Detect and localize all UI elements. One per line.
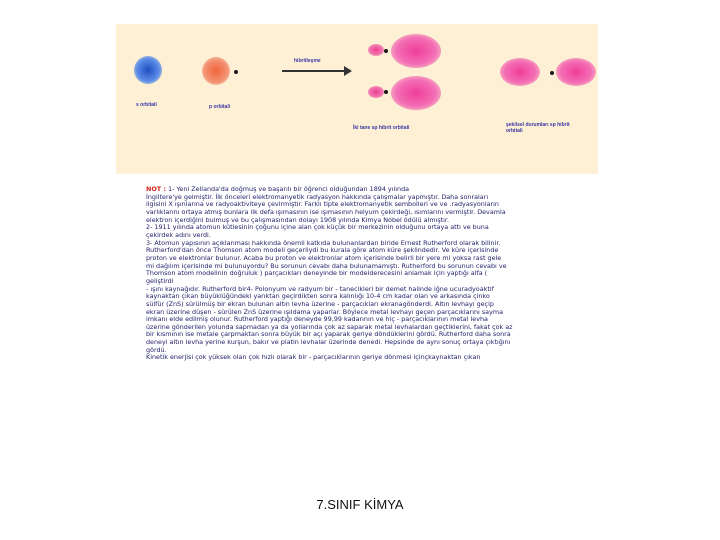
notes-line: bir kısmının ise metale çarpmaktan sonra büyük bir açı yaparak geriye döndüklerini gördü. Rutherford daha sonra <box>146 330 511 339</box>
notes-line: mi dağılım içerisinde mi bulunuyordu? Bu sorunun cevabı daha bulunamamıştı. Rutherford bu sorunun cevabı ve <box>146 261 507 270</box>
notes-line: 2- 1911 yılında atomun kütlesinin çoğunu içine alan çok küçük bir merkezinin olduğunu ortaya attı ve buna <box>146 223 489 232</box>
notes-line: çekirdek adını verdi. <box>146 230 211 239</box>
sp-hybrid-nucleus-top <box>384 49 388 53</box>
notes-line: ekran üzerine düşen - sürülen ZnS üzerine ışıldama yaparlar. Böylece metal levhayı geçen parçacıklarını sayma <box>146 307 504 316</box>
notes-line: üzerine gönderilen yolunda sapmadan ya da yollarında çok az saparak metal levhalardan geçtiklerini, fakat çok az <box>146 322 513 331</box>
sp-combined-right-lobe <box>556 58 596 86</box>
sp-hybrid-large-lobe-top <box>391 34 441 68</box>
hybridization-arrow <box>282 70 346 72</box>
notes-line: ilgisini X ışınlarına ve radyoaktiviteye çevirmiştir. Farklı tipte elektromanyetik sembolleri ve ve .radyasyonların <box>146 200 499 209</box>
sp-hybrid-nucleus-bottom <box>384 90 388 94</box>
p-orbital-lobe <box>202 57 230 85</box>
notes-line: gördü. <box>146 345 167 354</box>
notes-line: 3- Atomun yapısının açıklanması hakkında önemli katkıda bulunanlardan biride Ernest Rutherford olarak bilinir. <box>146 238 501 247</box>
notes-line: İngiltere'ye gelmiştir. İlk önceleri elektromanyetik radyasyon hakkında çalışmalar yapmıştır. Daha sonraları <box>146 192 489 201</box>
notes-line: NOT : 1- Yeni Zellanda'da doğmuş ve başarılı bir öğrenci olduğundan 1894 yılında <box>146 185 410 193</box>
arrow-head-icon <box>344 66 352 76</box>
notes-line: kaynaktan çıkan büyüklüğündeki yarıktan geçirdikten sonra kalınlığı 10-4 cm kadar olan ve arkasında çinko <box>146 292 490 301</box>
p-orbital-nucleus <box>234 70 238 74</box>
notes-line: deneyi altın levha yerine kurşun, bakır ve platin levhalar üzerinde denedi. Hepsinde de aynı sonuç ortaya çıktığını <box>146 338 511 347</box>
notes-line: elektron içerdiğini bulmuş ve bu çalışmasından dolayı 1908 yılında Kimya Nobel ödülü almıştır. <box>146 215 450 224</box>
sp-hybrid-large-lobe-bottom <box>391 76 441 110</box>
notes-line: Kinetik enerjisi çok yüksek olan çok hızlı olarak bir - parçacıklarının geriye dönmesi içinçkaynaktan çıkan <box>146 353 481 362</box>
sp-combined-nucleus <box>550 71 554 75</box>
notes-line: geliştirdi <box>146 276 174 285</box>
combined-sp-label: şekilsel durumları sp hibrit orbitali <box>506 122 570 134</box>
notes-line: proton ve elektronlar bulunur. Acaba bu proton ve elektronlar atom içerisinde belirli bir yere mi yoksa rast gele <box>146 253 502 262</box>
sp-hybrid-small-lobe-bottom <box>368 86 384 98</box>
notes-line: sülfür (ZnS) sürülmüş bir ekran bulunan altın levha üzerine - parçacıkları ekranagönderdi. Altın levhayı geçip <box>146 299 494 308</box>
p-orbital-label: p orbitali <box>209 104 231 110</box>
notes-line: Thomson atom modelinin doğruluk ) parçacıkları deneyinde bir modelderecesini anlamak için yaptığı alfa ( <box>146 269 488 278</box>
hybridization-figure <box>116 24 598 174</box>
footer-title: 7.SINIF KİMYA <box>316 497 404 512</box>
sp-combined-left-lobe <box>500 58 540 86</box>
sp-hybrid-small-lobe-top <box>368 44 384 56</box>
s-orbital-sphere <box>134 56 162 84</box>
s-orbital-label: s orbitali <box>136 102 157 108</box>
notes-heading: NOT : <box>146 185 166 193</box>
notes-block <box>146 186 626 362</box>
notes-line: imkanı elde edilmiş olunur. Rutherford yaptığı deneyde 99,99 kadarının ve hiç - parçacıklarının metal levha <box>146 315 488 324</box>
two-sp-orbitals-label: İki tane sp hibrit orbitali <box>353 125 410 131</box>
notes-line: - ışını kaynağıdır. Rutherford bir4- Polonyum ve radyum bir - tanecikleri bir demet halinde iğne ucuradyoaktif <box>146 284 494 293</box>
notes-line: varlıklarını ortaya atmış bunlara ilk defa ışımasının ise ışımasının helyum çekirdeği, ısımlarını vermiştir. Devamla <box>146 207 506 216</box>
hybridization-label: hibritleşme <box>294 58 321 64</box>
notes-line: Rutherford'dan önce Thomson atom modeli geçerliydi bu kurala göre atom küre şeklindedir. Ve küre içerisinde <box>146 246 499 255</box>
